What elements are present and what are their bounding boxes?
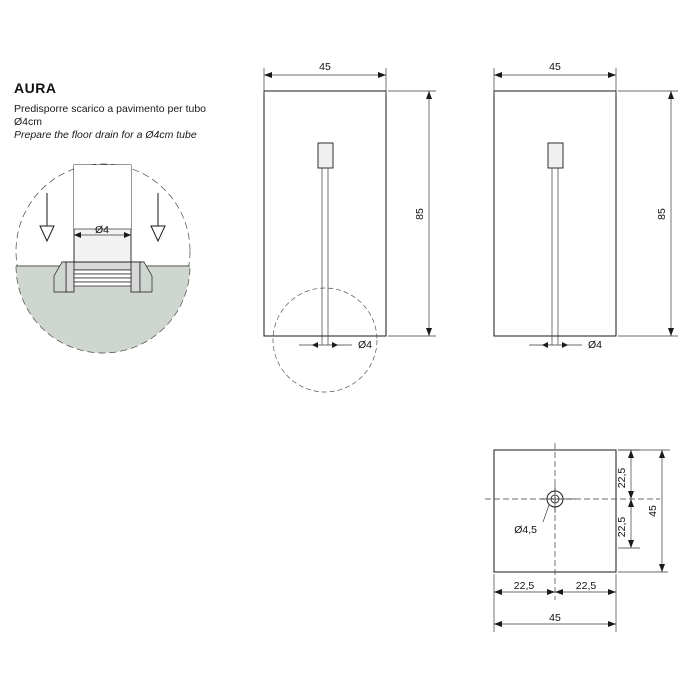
front-pipe-head (318, 143, 333, 168)
side-height-label: 85 (656, 208, 668, 220)
front-width-label: 45 (319, 61, 331, 73)
front-drain-arrow-left (312, 342, 318, 348)
front-width-arrow-right (378, 72, 386, 78)
drain-inner-4 (74, 282, 131, 286)
plan-bottom-arrow-r2 (608, 589, 616, 595)
plan-bottom-arrow-r1 (555, 589, 563, 595)
plan-dim-bottom-right: 22,5 (575, 580, 597, 592)
brand-name: AURA (14, 80, 57, 96)
plan-dim-right-top: 22,5 (616, 467, 628, 489)
detail-diameter-label: Ø4 (94, 224, 110, 236)
front-elevation-group (264, 61, 436, 392)
drain-wall-left (66, 262, 74, 292)
note-english: Prepare the floor drain for a Ø4cm tube (14, 129, 197, 141)
side-elevation-group (494, 61, 678, 351)
front-height-arrow-top (426, 91, 432, 99)
front-width-arrow-left (264, 72, 272, 78)
side-width-arrow-right (608, 72, 616, 78)
plan-right-arrow-t2 (628, 491, 634, 499)
plan-dim-bottom-left: 22,5 (513, 580, 535, 592)
flow-arrow-left-head (40, 226, 54, 241)
floor-drain-detail-group (0, 164, 200, 360)
side-pipe-head (548, 143, 563, 168)
front-drain-label: Ø4 (358, 339, 373, 351)
plan-hole-label: Ø4,5 (514, 524, 537, 536)
plan-bottom-total-arrow-right (608, 621, 616, 627)
side-drain-label: Ø4 (588, 339, 603, 351)
flow-arrow-right-head (151, 226, 165, 241)
plan-bottom-total-arrow-left (494, 621, 502, 627)
top-plan-group (485, 443, 670, 632)
note-italian: Predisporre scarico a pavimento per tubo Ø4cm (14, 103, 207, 128)
plan-dim-right-bottom: 22,5 (616, 516, 628, 538)
side-height-arrow-top (668, 91, 674, 99)
tube-upper-white (74, 165, 131, 229)
side-drain-arrow-right (562, 342, 568, 348)
plan-right-total-arrow-bottom (659, 564, 665, 572)
side-body-outline (494, 91, 616, 336)
drain-inner-3 (74, 278, 131, 282)
side-width-arrow-left (494, 72, 502, 78)
front-body-outline (264, 91, 386, 336)
side-height-arrow-bottom (668, 328, 674, 336)
side-width-label: 45 (549, 61, 561, 73)
front-drain-arrow-right (332, 342, 338, 348)
drain-inner-1 (74, 270, 131, 274)
plan-bottom-arrow-l2 (547, 589, 555, 595)
flow-arrow-left (40, 193, 54, 241)
drain-wall-right (131, 262, 140, 292)
plan-right-total-arrow-top (659, 450, 665, 458)
front-height-arrow-bottom (426, 328, 432, 336)
plan-right-arrow-t1 (628, 450, 634, 458)
plan-right-arrow-b2 (628, 540, 634, 548)
front-height-label: 85 (414, 208, 426, 220)
plan-bottom-arrow-l1 (494, 589, 502, 595)
flow-arrow-right (151, 193, 165, 241)
drain-inner-2 (74, 274, 131, 278)
plan-dim-right-total: 45 (647, 505, 659, 517)
side-drain-arrow-left (542, 342, 548, 348)
plan-dim-bottom-total: 45 (549, 612, 561, 624)
plan-right-arrow-b1 (628, 499, 634, 507)
